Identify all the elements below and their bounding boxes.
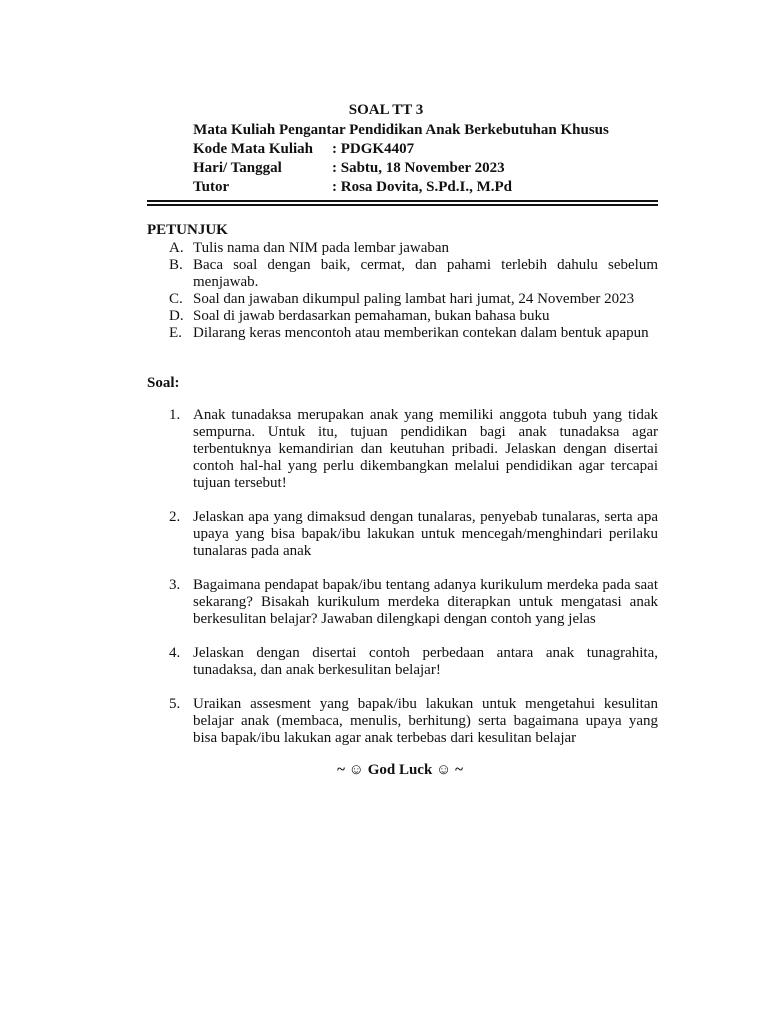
list-item-text: Tulis nama dan NIM pada lembar jawaban <box>193 240 450 256</box>
question-text: Jelaskan apa yang dimaksud dengan tunalaras, penyebab tunalaras, serta apa upaya yang bisa bapak/ibu lakukan untuk mencegah/menghindari perilaku tunalaras pada anak <box>193 509 658 559</box>
list-marker: D. <box>169 308 184 324</box>
question-item <box>147 407 658 492</box>
question-item <box>147 645 658 679</box>
question-number: 5. <box>169 696 181 712</box>
course-code-label: Kode Mata Kuliah <box>193 141 314 157</box>
header-divider-bottom <box>147 204 658 206</box>
question-item <box>147 577 658 628</box>
list-item-text: Baca soal dengan baik, cermat, dan pahami terlebih dahulu sebelum menjawab. <box>193 257 658 290</box>
course-name: Mata Kuliah Pengantar Pendidikan Anak Berkebutuhan Khusus <box>193 122 609 138</box>
question-number: 3. <box>169 577 181 593</box>
question-text: Uraikan assesment yang bapak/ibu lakukan untuk mengetahui kesulitan belajar anak (membaca, menulis, berhitung) serta bagaimana upaya yang bisa bapak/ibu lakukan agar anak terbebas dari kesulitan belajar <box>193 696 658 746</box>
question-number: 1. <box>169 407 181 423</box>
instructions-list <box>147 240 658 342</box>
closing-message: ~ ☺ God Luck ☺ ~ <box>337 762 463 778</box>
document-title: SOAL TT 3 <box>348 102 424 118</box>
list-item-text: Soal dan jawaban dikumpul paling lambat hari jumat, 24 November 2023 <box>193 291 635 307</box>
list-marker: E. <box>169 325 182 341</box>
instructions-heading: PETUNJUK <box>147 222 228 238</box>
question-text: Anak tunadaksa merupakan anak yang memiliki anggota tubuh yang tidak sempurna. Untuk itu, tujuan pendidikan bagi anak tunadaksa agar terbentuknya kemandirian dan keutuhan pribadi. Jelaskan dengan disertai contoh hal-hal yang perlu dikembangkan melalui pendidikan agar tercapai tujuan tersebut! <box>193 407 658 491</box>
list-item <box>147 257 658 291</box>
list-item <box>147 325 658 342</box>
list-item-text: Dilarang keras mencontoh atau memberikan contekan dalam bentuk apapun <box>193 325 649 341</box>
questions-heading: Soal: <box>147 375 180 391</box>
list-marker: C. <box>169 291 183 307</box>
meta-row-course-code <box>0 140 768 159</box>
list-item <box>147 240 658 257</box>
document-header <box>0 101 768 197</box>
question-item <box>147 696 658 747</box>
tutor-value: : Rosa Dovita, S.Pd.I., M.Pd <box>332 179 513 195</box>
list-item <box>147 291 658 308</box>
tutor-label: Tutor <box>193 179 230 195</box>
question-item <box>147 509 658 560</box>
list-marker: A. <box>169 240 184 256</box>
questions-list <box>147 407 658 764</box>
meta-row-tutor <box>0 178 768 197</box>
list-item <box>147 308 658 325</box>
course-code-value: : PDGK4407 <box>332 141 415 157</box>
header-divider-top <box>147 200 658 202</box>
list-item-text: Soal di jawab berdasarkan pemahaman, bukan bahasa buku <box>193 308 550 324</box>
date-value: : Sabtu, 18 November 2023 <box>332 160 505 176</box>
date-label: Hari/ Tanggal <box>193 160 282 176</box>
question-number: 4. <box>169 645 181 661</box>
list-marker: B. <box>169 257 183 273</box>
question-number: 2. <box>169 509 181 525</box>
question-text: Jelaskan dengan disertai contoh perbedaan antara anak tunagrahita, tunadaksa, dan anak berkesulitan belajar! <box>193 645 658 678</box>
question-text: Bagaimana pendapat bapak/ibu tentang adanya kurikulum merdeka pada saat sekarang? Bisakah kurikulum merdeka diterapkan untuk mengatasi anak berkesulitan belajar? Jawaban dilengkapi dengan contoh yang jelas <box>193 577 658 627</box>
meta-row-date <box>0 159 768 178</box>
